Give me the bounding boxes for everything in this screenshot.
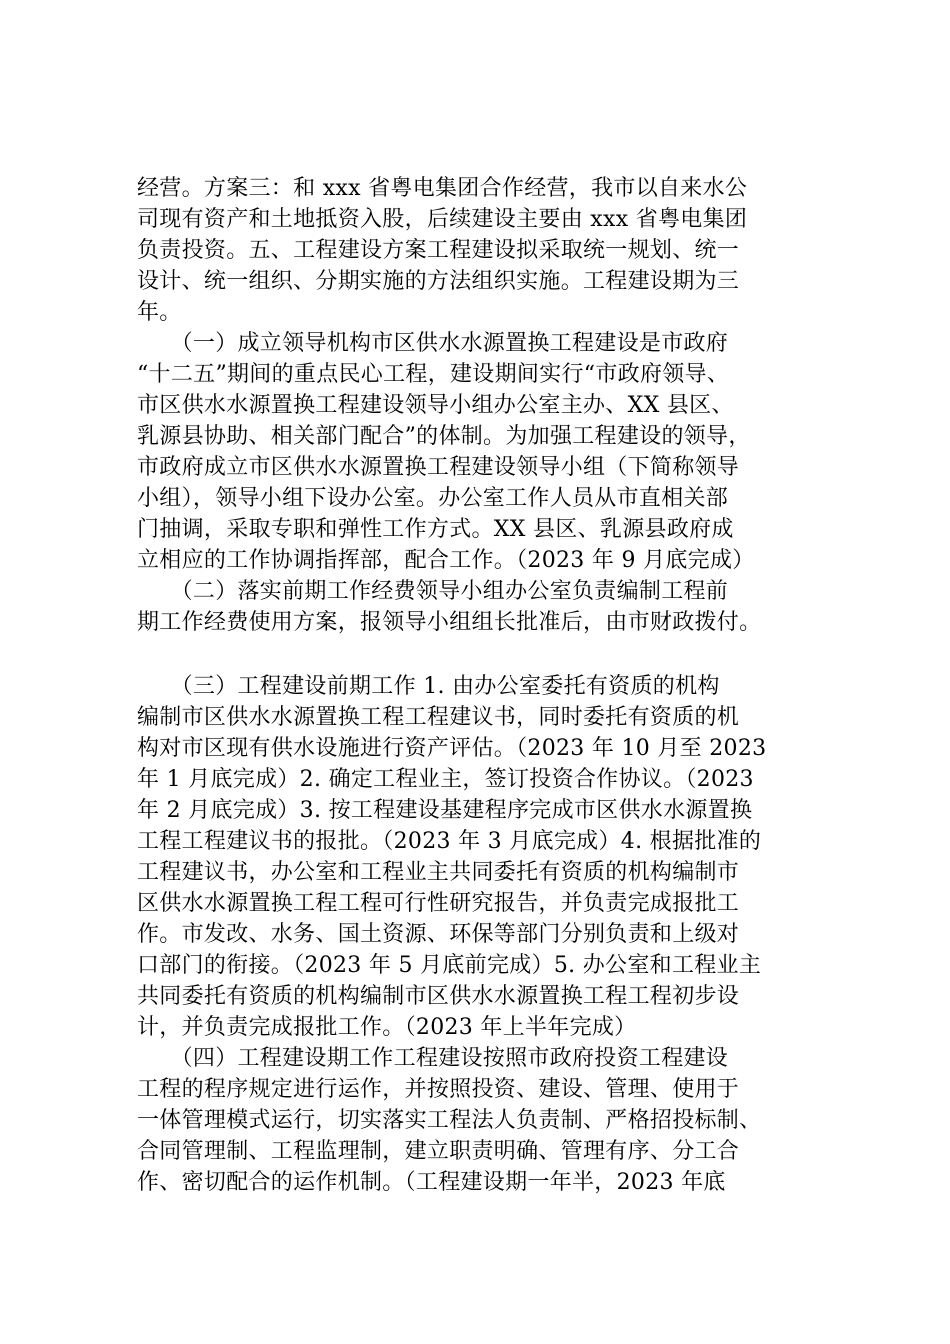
paragraph-section-four <box>137 1043 837 1198</box>
text-line: 一体管理模式运行，切实落实工程法人负责制、严格招投标制、 <box>137 1108 762 1133</box>
text-line: 计，并负责完成报批工作。（2023 年上半年完成） <box>137 1015 637 1040</box>
text-line: （三）工程建设前期工作 1. 由办公室委托有资质的机构 <box>137 674 720 699</box>
paragraph-section-one <box>137 328 837 576</box>
text-line: 立相应的工作协调指挥部，配合工作。（2023 年 9 月底完成） <box>137 548 755 573</box>
text-line: 作、密切配合的运作机制。（工程建设期一年半，2023 年底 <box>137 1170 726 1195</box>
paragraph-section-three <box>137 671 837 1043</box>
text-line: （二）落实前期工作经费领导小组办公室负责编制工程前 <box>137 579 729 604</box>
text-line: 工程的程序规定进行运作，并按照投资、建设、管理、使用于 <box>137 1077 740 1102</box>
document-body <box>137 173 837 1198</box>
text-line: 构对市区现有供水设施进行资产评估。（2023 年 10 月至 2023 <box>137 736 767 761</box>
text-line: 口部门的衔接。（2023 年 5 月底前完成）5. 办公室和工程业主 <box>137 953 762 978</box>
text-line: （四）工程建设期工作工程建设按照市政府投资工程建设 <box>137 1046 729 1071</box>
text-line: 年 1 月底完成）2. 确定工程业主，签订投资合作协议。（2023 <box>137 767 754 792</box>
text-line: 市政府成立市区供水水源置换工程建设领导小组（下简称领导 <box>137 455 740 480</box>
text-line: “十二五”期间的重点民心工程，建设期间实行“市政府领导、 <box>137 362 730 387</box>
text-line: 司现有资产和土地抵资入股，后续建设主要由 xxx 省粤电集团 <box>137 207 748 232</box>
text-line: 小组），领导小组下设办公室。办公室工作人员从市直相关部 <box>137 486 729 511</box>
text-line: 门抽调，采取专职和弹性工作方式。XX 县区、乳源县政府成 <box>137 517 734 542</box>
text-line: 年 2 月底完成）3. 按工程建设基建程序完成市区供水水源置换 <box>137 798 753 823</box>
text-line: 工程工程建议书的报批。（2023 年 3 月底完成）4. 根据批准的 <box>137 829 762 854</box>
text-line: 市区供水水源置换工程建设领导小组办公室主办、XX 县区、 <box>137 393 734 418</box>
text-line: 乳源县协助、相关部门配合”的体制。为加强工程建设的领导， <box>137 424 751 449</box>
text-line: 作。市发改、水务、国土资源、环保等部门分别负责和上级对 <box>137 922 740 947</box>
text-line: 年。 <box>137 300 182 325</box>
text-line: 合同管理制、工程监理制，建立职责明确、管理有序、分工合 <box>137 1139 740 1164</box>
paragraph-spacer <box>137 638 837 671</box>
text-line: 期工作经费使用方案，报领导小组组长批准后，由市财政拨付。 <box>137 610 762 635</box>
paragraph-plan-three <box>137 173 837 328</box>
text-line: 工程建议书，办公室和工程业主共同委托有资质的机构编制市 <box>137 860 740 885</box>
text-line: 经营。方案三：和 xxx 省粤电集团合作经营，我市以自来水公 <box>137 176 748 201</box>
text-line: 共同委托有资质的机构编制市区供水水源置换工程工程初步设 <box>137 984 740 1009</box>
text-line: 区供水水源置换工程工程可行性研究报告，并负责完成报批工 <box>137 891 740 916</box>
paragraph-section-two <box>137 576 837 638</box>
text-line: （一）成立领导机构市区供水水源置换工程建设是市政府 <box>137 331 729 356</box>
text-line: 负责投资。五、工程建设方案工程建设拟采取统一规划、统一 <box>137 238 740 263</box>
text-line: 设计、统一组织、分期实施的方法组织实施。工程建设期为三 <box>137 269 740 294</box>
text-line: 编制市区供水水源置换工程工程建议书，同时委托有资质的机 <box>137 705 740 730</box>
